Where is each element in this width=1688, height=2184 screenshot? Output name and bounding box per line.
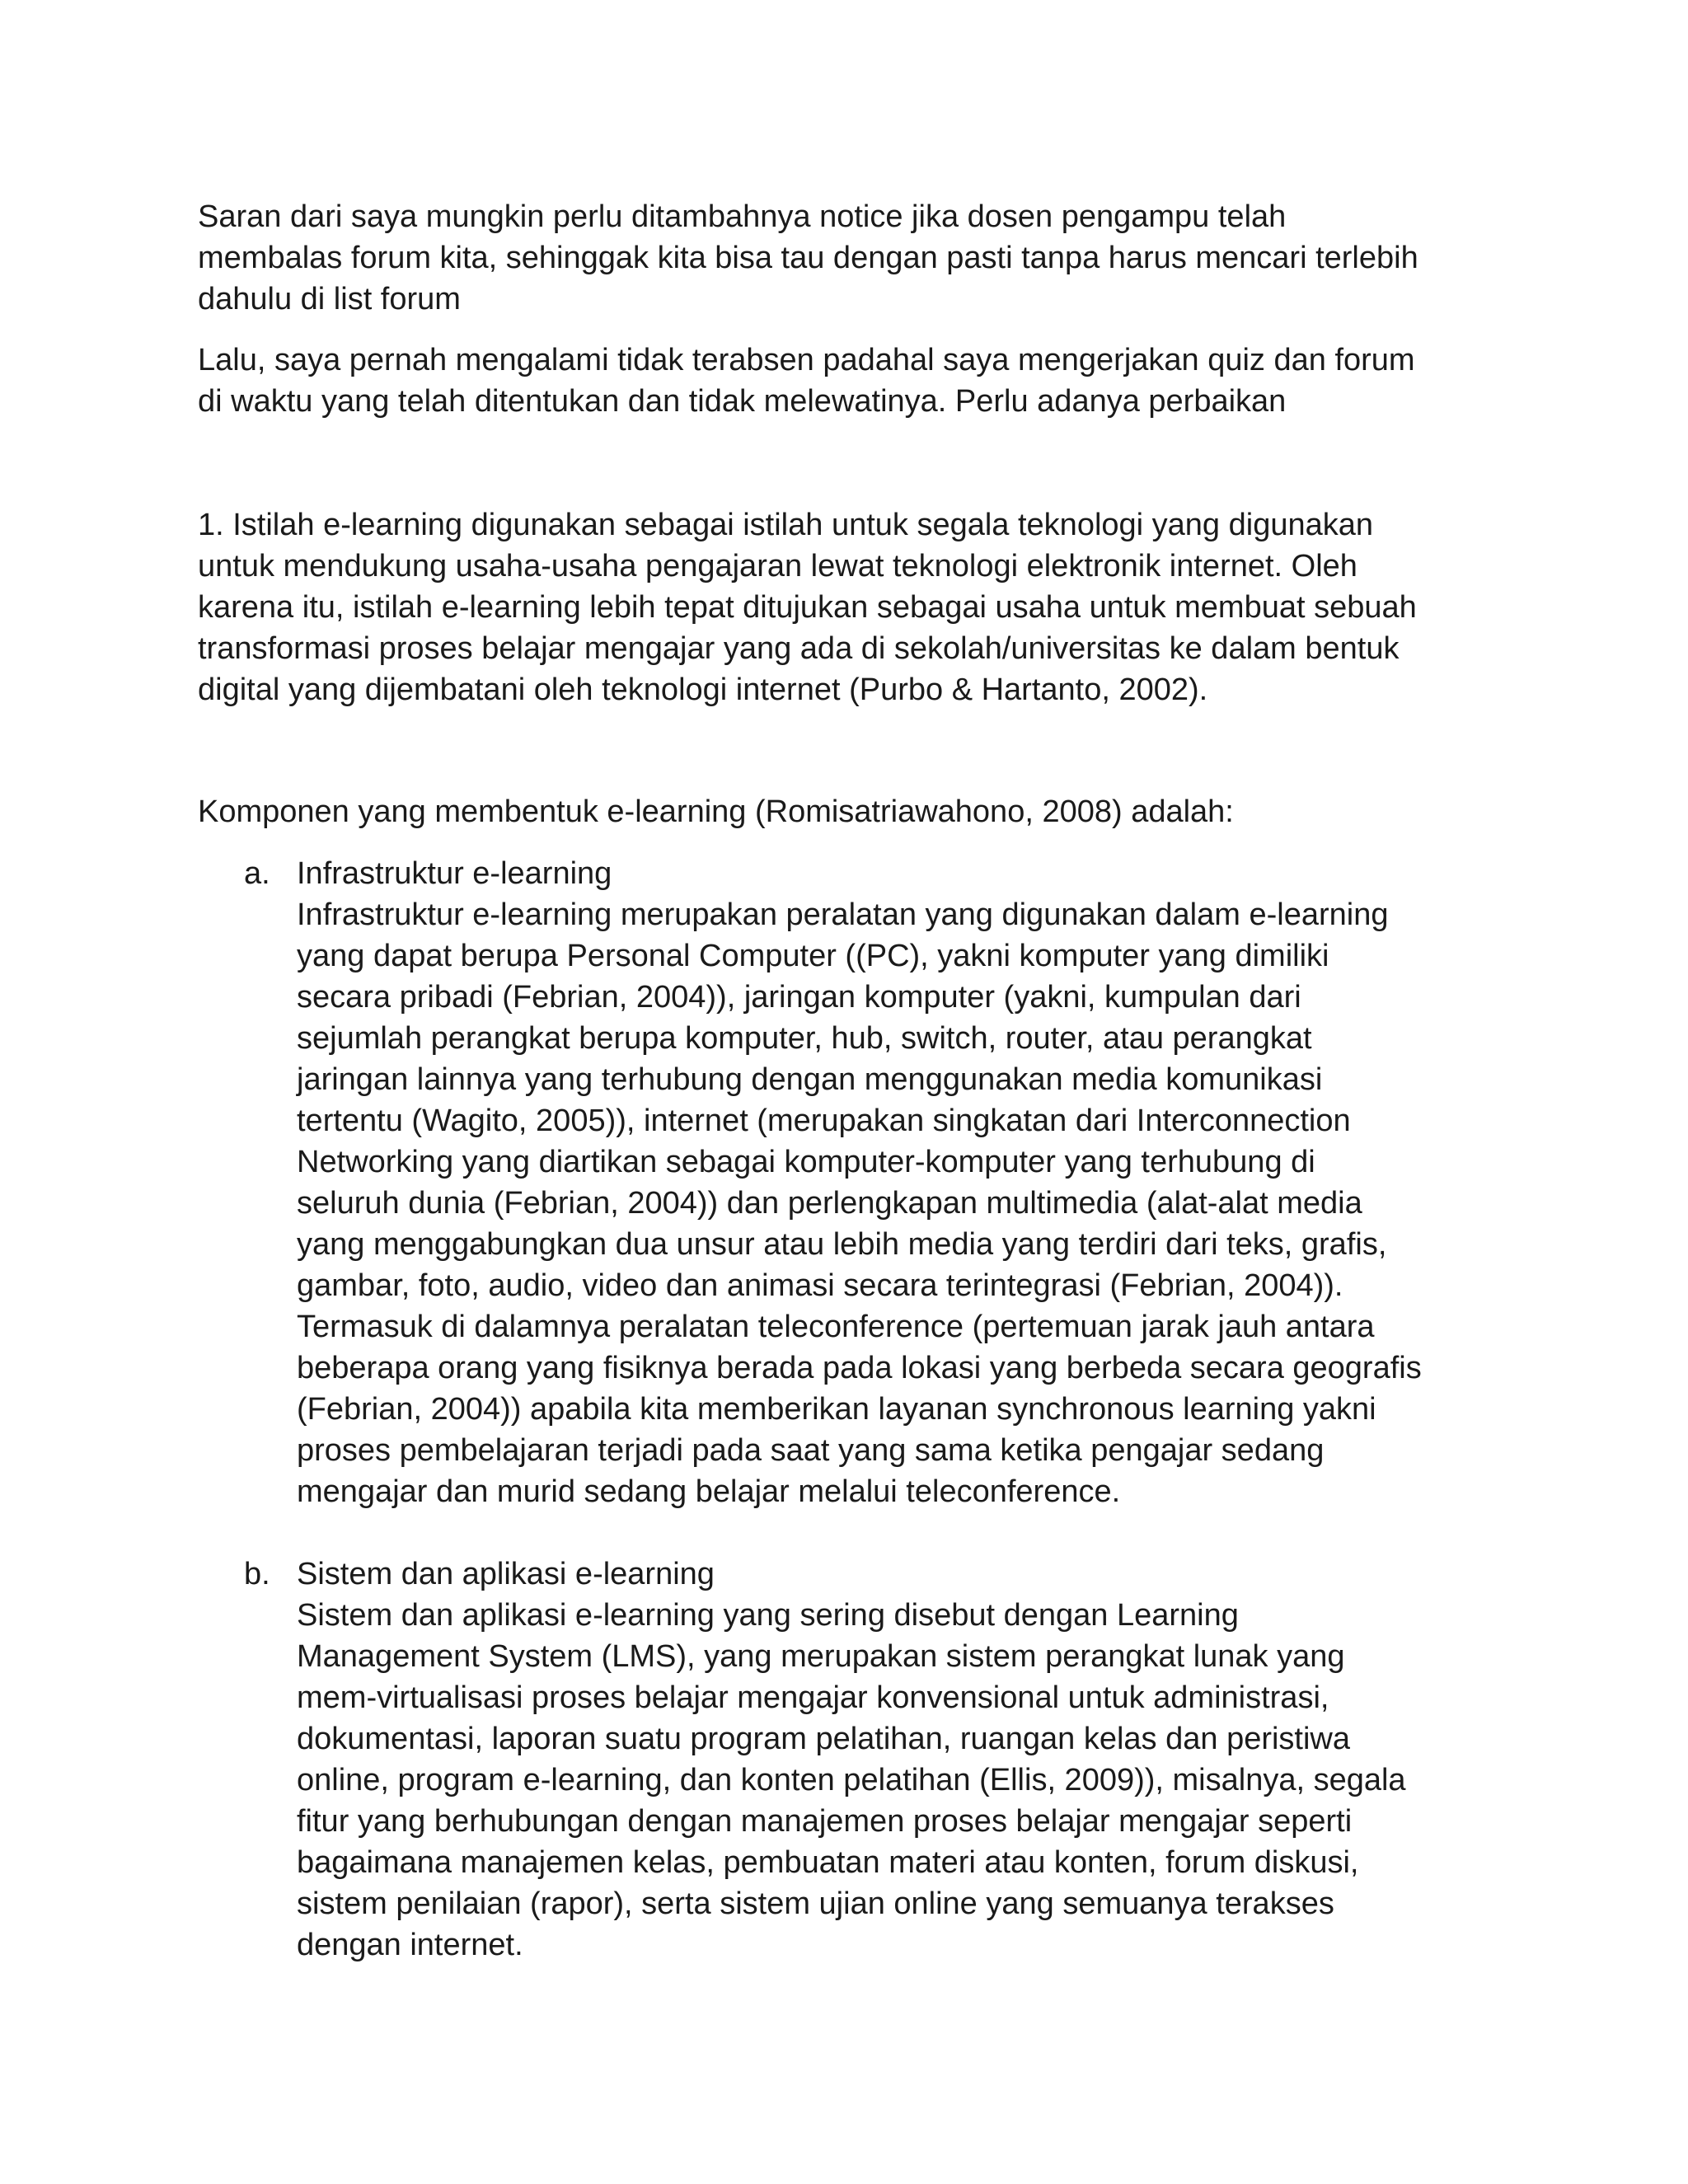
text-line: yang menggabungkan dua unsur atau lebih media yang terdiri dari teks, grafis, — [297, 1227, 1387, 1262]
text-line: bagaimana manajemen kelas, pembuatan materi atau konten, forum diskusi, — [297, 1845, 1359, 1880]
list-item-title: Infrastruktur e-learning — [297, 856, 612, 891]
text-line: Networking yang diartikan sebagai komputer-komputer yang terhubung di — [297, 1145, 1315, 1179]
text-line: transformasi proses belajar mengajar yang ada di sekolah/universitas ke dalam bentuk — [198, 631, 1400, 666]
text-line: Sistem dan aplikasi e-learning yang sering disebut dengan Learning — [297, 1598, 1239, 1633]
text-line: seluruh dunia (Febrian, 2004)) dan perlengkapan multimedia (alat-alat media — [297, 1186, 1362, 1221]
list-marker: b. — [244, 1557, 270, 1591]
text-line: sistem penilaian (rapor), serta sistem ujian online yang semuanya terakses — [297, 1886, 1334, 1921]
text-line: digital yang dijembatani oleh teknologi internet (Purbo & Hartanto, 2002). — [198, 673, 1208, 707]
list-item-title: Sistem dan aplikasi e-learning — [297, 1557, 715, 1591]
text-line: jaringan lainnya yang terhubung dengan menggunakan media komunikasi — [297, 1062, 1323, 1097]
text-line: Termasuk di dalamnya peralatan teleconference (pertemuan jarak jauh antara — [297, 1310, 1375, 1344]
text-line: online, program e-learning, dan konten pelatihan (Ellis, 2009)), misalnya, segala — [297, 1763, 1406, 1797]
text-line: 1. Istilah e-learning digunakan sebagai istilah untuk segala teknologi yang digunakan — [198, 508, 1374, 542]
list-marker: a. — [244, 856, 270, 891]
text-line: secara pribadi (Febrian, 2004)), jaringan komputer (yakni, kumpulan dari — [297, 980, 1301, 1015]
text-line: gambar, foto, audio, video dan animasi secara terintegrasi (Febrian, 2004)). — [297, 1268, 1343, 1303]
text-line: beberapa orang yang fisiknya berada pada lokasi yang berbeda secara geografis — [297, 1351, 1422, 1385]
text-line: membalas forum kita, sehinggak kita bisa tau dengan pasti tanpa harus mencari terlebih — [198, 241, 1418, 275]
text-line: yang dapat berupa Personal Computer ((PC), yakni komputer yang dimiliki — [297, 939, 1329, 973]
text-line: Management System (LMS), yang merupakan sistem perangkat lunak yang — [297, 1639, 1345, 1674]
text-line: dengan internet. — [297, 1928, 523, 1962]
text-line: sejumlah perangkat berupa komputer, hub, switch, router, atau perangkat — [297, 1021, 1312, 1056]
text-line: Infrastruktur e-learning merupakan peralatan yang digunakan dalam e-learning — [297, 898, 1389, 932]
text-line: fitur yang berhubungan dengan manajemen proses belajar mengajar seperti — [297, 1804, 1353, 1839]
text-line: tertentu (Wagito, 2005)), internet (merupakan singkatan dari Interconnection — [297, 1104, 1351, 1138]
text-line: proses pembelajaran terjadi pada saat yang sama ketika pengajar sedang — [297, 1433, 1325, 1468]
text-line: Saran dari saya mungkin perlu ditambahnya notice jika dosen pengampu telah — [198, 199, 1287, 234]
text-line: di waktu yang telah ditentukan dan tidak melewatinya. Perlu adanya perbaikan — [198, 384, 1287, 419]
text-line: untuk mendukung usaha-usaha pengajaran lewat teknologi elektronik internet. Oleh — [198, 549, 1357, 583]
text-line: (Febrian, 2004)) apabila kita memberikan layanan synchronous learning yakni — [297, 1392, 1376, 1427]
text-line: dokumentasi, laporan suatu program pelatihan, ruangan kelas dan peristiwa — [297, 1722, 1351, 1756]
components-intro: Komponen yang membentuk e-learning (Romisatriawahono, 2008) adalah: — [198, 794, 1234, 829]
text-line: dahulu di list forum — [198, 282, 461, 316]
text-line: mem-virtualisasi proses belajar mengajar konvensional untuk administrasi, — [297, 1680, 1329, 1715]
text-line: karena itu, istilah e-learning lebih tepat ditujukan sebagai usaha untuk membuat sebuah — [198, 590, 1417, 625]
text-line: Lalu, saya pernah mengalami tidak terabsen padahal saya mengerjakan quiz dan forum — [198, 343, 1415, 377]
text-line: mengajar dan murid sedang belajar melalui teleconference. — [297, 1474, 1121, 1509]
